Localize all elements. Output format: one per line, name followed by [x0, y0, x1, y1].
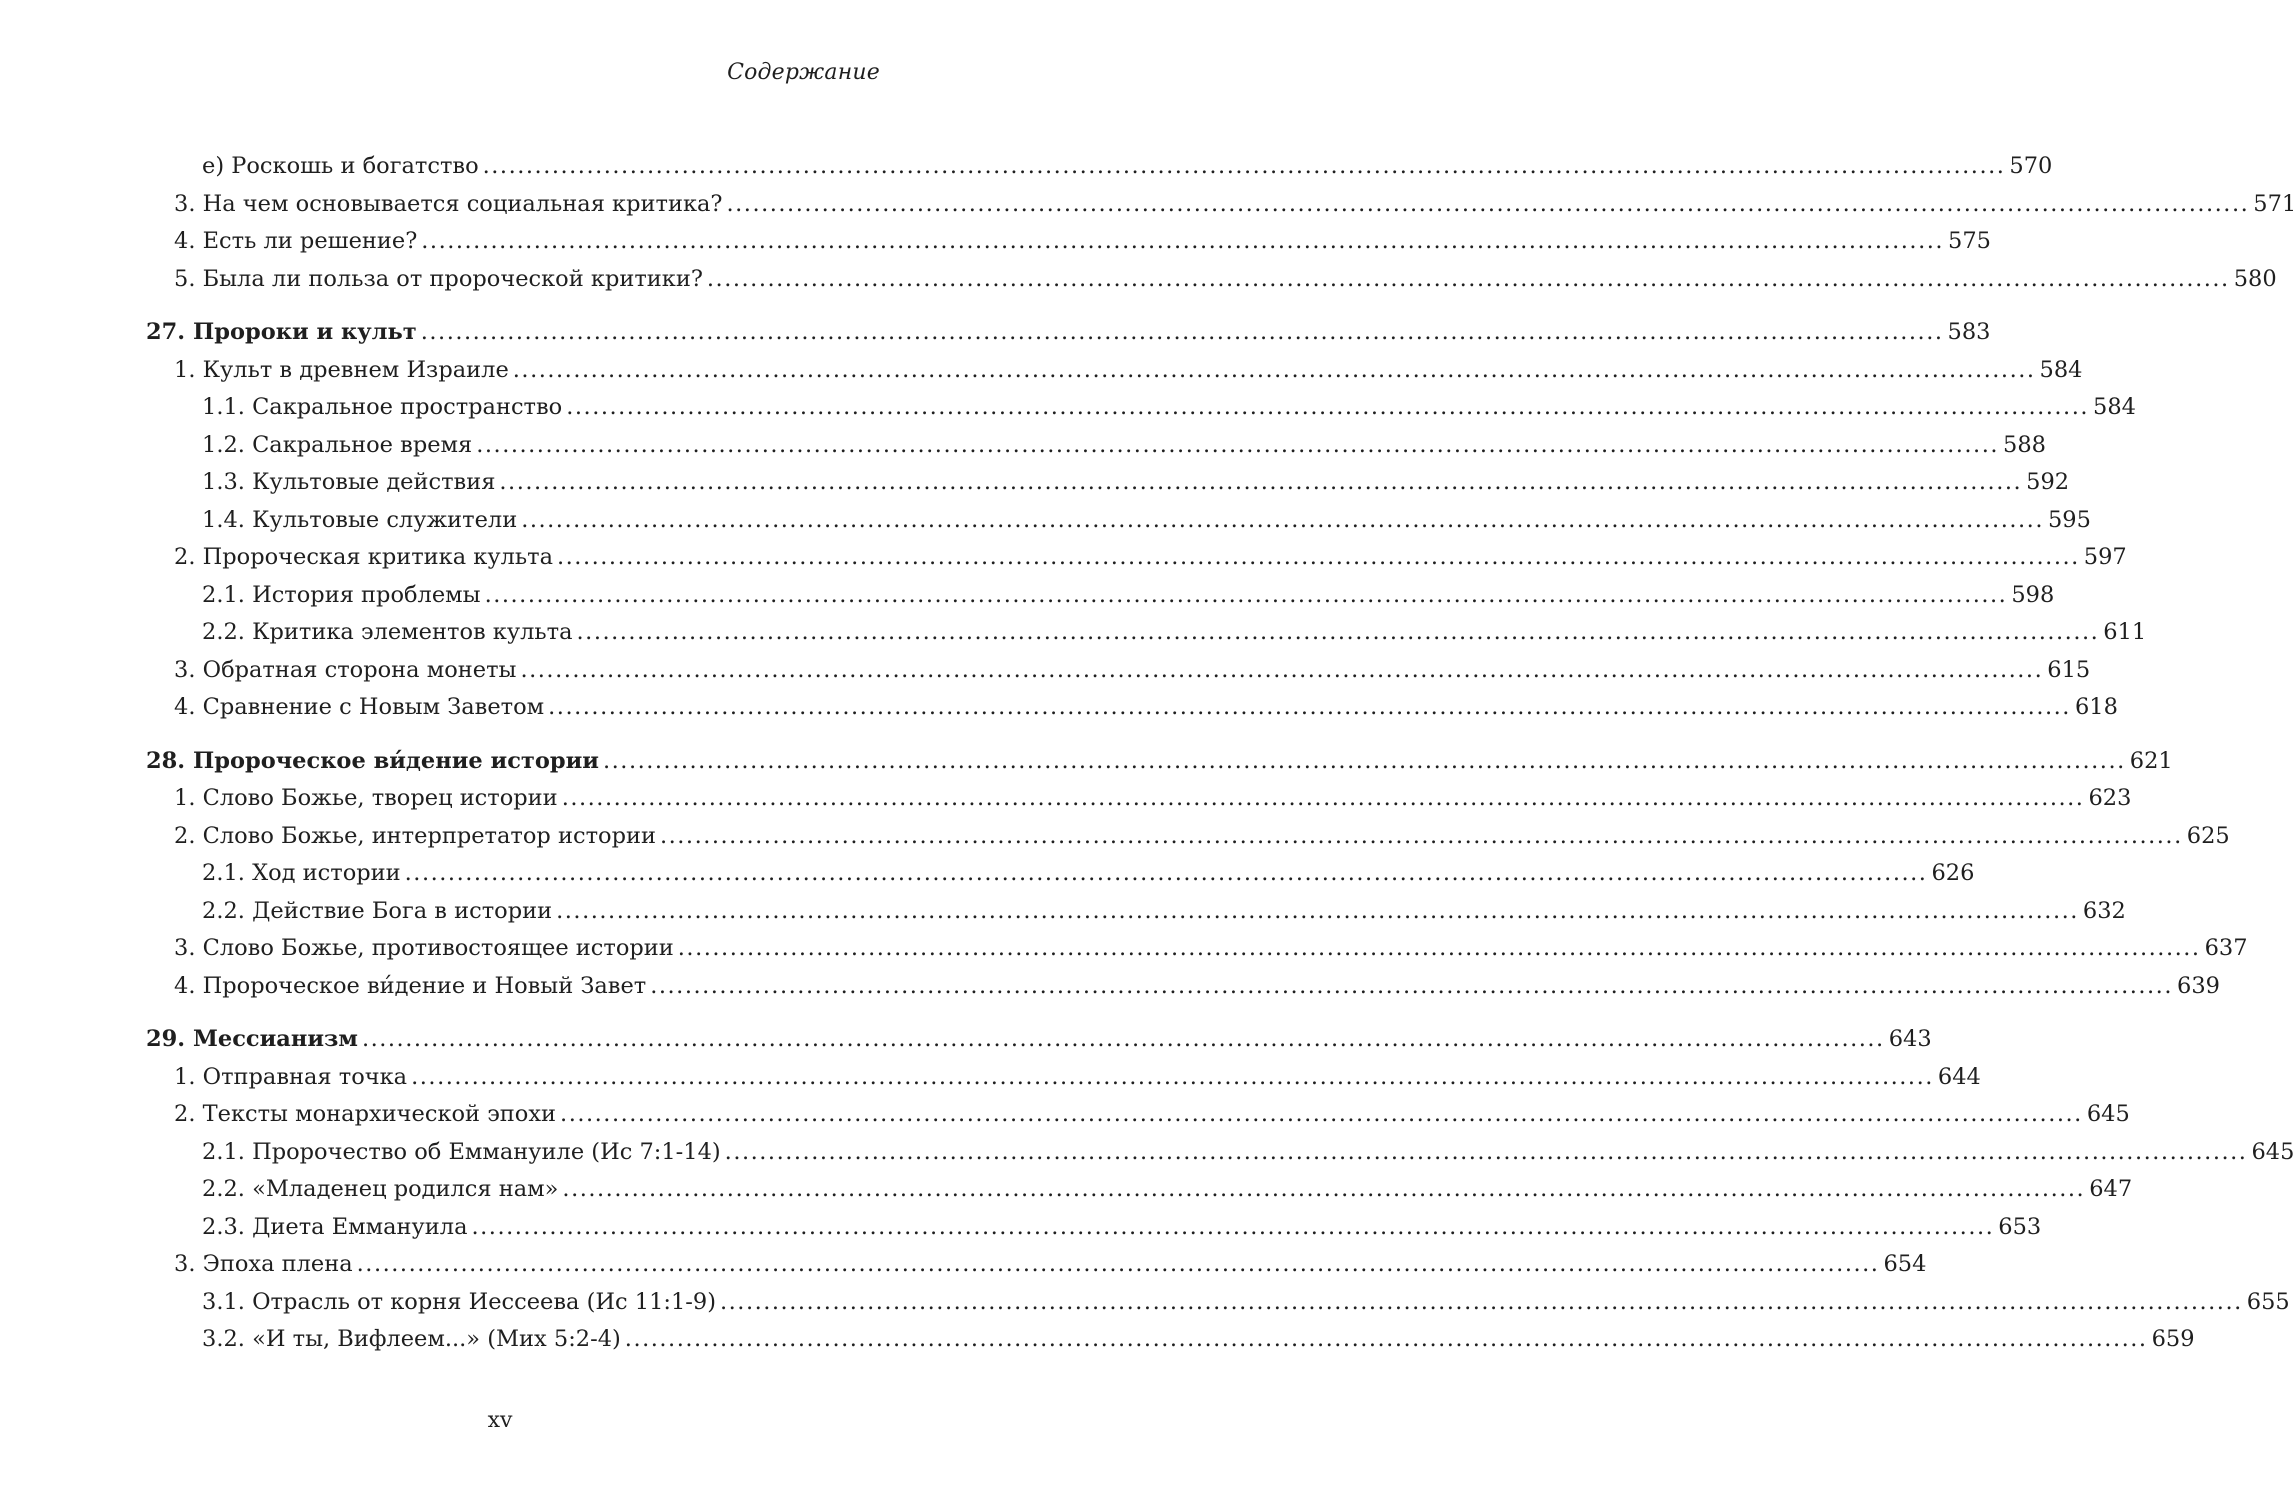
toc-chapter-heading [146, 743, 2173, 781]
toc-entry [146, 539, 2127, 577]
toc-page-number: 588 [2003, 431, 2046, 458]
dot-leader [625, 1321, 2148, 1344]
toc-entry-title: 2.2. Действие Бога в истории [202, 897, 553, 924]
toc-page-number: 654 [1883, 1251, 1927, 1277]
toc-entry-title: 5. Была ли польза от пророческой критики? [174, 265, 703, 292]
toc-section-chapter-29 [146, 1021, 2295, 1359]
toc-entry [146, 893, 2126, 931]
toc-entry-title: 2. Тексты монархической эпохи [174, 1101, 557, 1127]
toc-entry-title: 2.2. «Младенец родился нам» [202, 1176, 559, 1202]
dot-leader [411, 1059, 1934, 1082]
toc-page-number: 625 [2186, 822, 2230, 849]
toc-entry [146, 1134, 2295, 1172]
toc-entry [146, 223, 1991, 261]
toc-entry [146, 1284, 2290, 1322]
toc-page-number: 653 [1998, 1213, 2042, 1240]
toc-page-number: 644 [1937, 1063, 1981, 1090]
toc-page-number: 575 [1948, 228, 1991, 254]
toc-entry-title: 1.3. Культовые действия [202, 469, 496, 495]
toc-section [146, 148, 2296, 298]
toc-page-number: 618 [2074, 694, 2118, 720]
toc-entry [146, 689, 2118, 727]
dot-leader [560, 1096, 2083, 1119]
toc-entry [146, 1246, 1927, 1284]
dot-leader [521, 502, 2044, 525]
toc-entry [146, 261, 2277, 299]
toc-entry-title: 3. Слово Божье, противостоящее истории [174, 935, 674, 961]
toc-entry-title: 3. Эпоха плена [174, 1251, 353, 1277]
toc-chapter-heading [146, 1021, 1932, 1059]
toc-entry [146, 1096, 2130, 1134]
dot-leader [603, 743, 2126, 766]
toc-entry-title: 1.2. Сакральное время [202, 431, 473, 458]
toc-entry-title: 27. Пророки и культ [146, 319, 417, 345]
dot-leader [513, 352, 2036, 375]
toc-entry [146, 352, 2083, 390]
dot-leader [726, 186, 2249, 209]
toc-entry-title: 2.1. Ход истории [202, 860, 401, 886]
toc-page-number: 595 [2047, 506, 2091, 533]
toc-page-number: 626 [1931, 860, 1975, 886]
toc-entry [146, 780, 2132, 818]
toc-entry [146, 389, 2136, 427]
toc-entry [146, 148, 2053, 186]
dot-leader [520, 652, 2043, 675]
toc-entry-title: 3. На чем основывается социальная критика? [174, 190, 723, 217]
toc-entry [146, 1171, 2133, 1209]
toc-page-number: 571 [2253, 190, 2296, 217]
dot-leader [557, 539, 2080, 562]
toc-entry-title: 2. Слово Божье, интерпретатор истории [174, 822, 656, 849]
toc-entry-title: 4. Есть ли решение? [174, 228, 418, 254]
toc-entry [146, 502, 2091, 540]
toc-entry-title: 1.1. Сакральное пространство [202, 394, 563, 420]
toc-entry-title: 3.1. Отрасль от корня Иессеева (Ис 11:1-9) [202, 1288, 716, 1315]
dot-leader [707, 261, 2230, 284]
dot-leader [357, 1246, 1880, 1269]
toc-entry [146, 855, 1975, 893]
dot-leader [421, 223, 1944, 246]
dot-leader [725, 1134, 2248, 1157]
toc-chapter-heading [146, 314, 1991, 352]
toc-entry [146, 614, 2147, 652]
dot-leader [562, 780, 2085, 803]
toc-entry [146, 1209, 2042, 1247]
toc-entry-title: 28. Пророческое ви́дение истории [146, 747, 599, 774]
toc-entry [146, 464, 2070, 502]
toc-entry-title: 29. Мессианизм [146, 1026, 358, 1052]
toc-page-number: 580 [2233, 265, 2277, 292]
table-of-contents [146, 148, 2296, 1375]
toc-page-number: 637 [2204, 935, 2248, 961]
dot-leader [566, 389, 2089, 412]
toc-page-number: 584 [2039, 356, 2083, 383]
toc-page-number: 621 [2129, 747, 2173, 774]
toc-page-number: 643 [1888, 1026, 1932, 1052]
toc-page-number: 584 [2093, 394, 2136, 420]
toc-page-number: 615 [2047, 656, 2091, 683]
toc-entry-title: 3. Обратная сторона монеты [174, 656, 517, 683]
toc-entry [146, 577, 2055, 615]
dot-leader [660, 818, 2183, 841]
dot-leader [362, 1021, 1885, 1044]
toc-entry [146, 818, 2230, 856]
toc-entry [146, 930, 2248, 968]
toc-entry [146, 427, 2046, 465]
dot-leader [562, 1171, 2085, 1194]
toc-entry-title: 1. Культ в древнем Израиле [174, 356, 509, 383]
toc-page-number: 639 [2177, 972, 2220, 999]
toc-page-number: 659 [2151, 1326, 2195, 1352]
toc-page-number: 632 [2082, 897, 2126, 924]
toc-entry-title: 1. Отправная точка [174, 1063, 408, 1090]
toc-section-chapter-28 [146, 743, 2248, 1006]
toc-entry-title: 2.1. История проблемы [202, 581, 481, 608]
toc-entry [146, 968, 2220, 1006]
toc-entry-title: е) Роскошь и богатство [202, 153, 479, 179]
toc-page-number: 623 [2088, 785, 2132, 811]
toc-page-number: 583 [1947, 319, 1991, 345]
toc-entry [146, 186, 2296, 224]
toc-entry-title: 3.2. «И ты, Вифлеем...» (Мих 5:2-4) [202, 1326, 621, 1352]
dot-leader [472, 1209, 1995, 1232]
toc-entry-title: 1.4. Культовые служители [202, 506, 518, 533]
toc-page-number: 598 [2011, 581, 2055, 608]
toc-page-number: 570 [2009, 153, 2053, 179]
toc-entry [146, 1321, 2195, 1359]
toc-page-number: 645 [2251, 1138, 2295, 1165]
dot-leader [548, 689, 2071, 712]
toc-page-number: 655 [2246, 1288, 2290, 1315]
toc-entry-title: 2.1. Пророчество об Еммануиле (Ис 7:1-14) [202, 1138, 721, 1165]
running-head: Содержание [727, 60, 880, 85]
toc-entry-title: 1. Слово Божье, творец истории [174, 785, 558, 811]
dot-leader [405, 855, 1928, 878]
toc-section-chapter-27 [146, 314, 2147, 727]
dot-leader [483, 148, 2006, 171]
toc-entry [146, 652, 2091, 690]
page-folio: xv [487, 1408, 513, 1433]
toc-page-number: 592 [2026, 469, 2070, 495]
toc-entry [146, 1059, 1981, 1097]
toc-entry-title: 4. Пророческое ви́дение и Новый Завет [174, 972, 647, 999]
dot-leader [678, 930, 2201, 953]
dot-leader [476, 427, 1999, 450]
dot-leader [421, 314, 1944, 337]
toc-page-number: 597 [2083, 544, 2127, 570]
toc-entry-title: 2. Пророческая критика культа [174, 544, 553, 570]
dot-leader [650, 968, 2173, 991]
toc-page-number: 647 [2089, 1176, 2133, 1202]
toc-page-number: 645 [2086, 1101, 2130, 1127]
dot-leader [485, 577, 2008, 600]
dot-leader [720, 1284, 2243, 1307]
dot-leader [499, 464, 2022, 487]
toc-entry-title: 2.3. Диета Еммануила [202, 1213, 468, 1240]
toc-entry-title: 2.2. Критика элементов культа [202, 619, 573, 645]
dot-leader [556, 893, 2079, 916]
toc-entry-title: 4. Сравнение с Новым Заветом [174, 694, 545, 720]
dot-leader [577, 614, 2100, 637]
toc-page-number: 611 [2103, 619, 2147, 645]
